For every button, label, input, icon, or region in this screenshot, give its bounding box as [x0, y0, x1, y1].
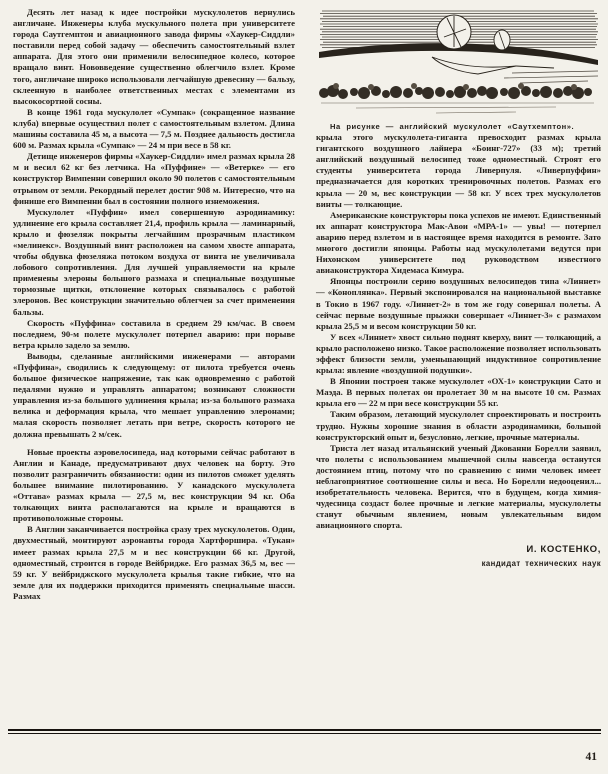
- paragraph: Десять лет назад к идее постройки мускулолетов вернулись англичане. Инженеры клуба мускульного полета при университете города Саутгемптон и авиационного завода фирмы «Хаукер-Сиддли» поставили перед собой задачу — обеспечить самостоятельный взлет аппарата. Для этого они применили велосипедное колесо, которое вращало винт. Нововведение существенно облегчило взлет. Кроме того, англичане широко использовали легчайшую древесину — бальзу, склеенную в наиболее ответственных местах с элементами из высокосортной сосны.: [13, 7, 295, 106]
- paragraph: Таким образом, летающий мускулолет спроектировать и построить трудно. Нужны хорошие знания в области аэродинамики, большой конструкторский опыт и, безусловно, легкие, прочные материалы.: [316, 409, 601, 442]
- left-text-column: [13, 7, 295, 602]
- paragraph: В Японии построен также мускулолет «ОХ-1» конструкции Сато и Маэда. В первых полетах он пролетает 30 м на высоте 10 см. Размах крыла его — 22 м при весе конструкции 55 кг.: [316, 376, 601, 409]
- paragraph: Детище инженеров фирмы «Хаукер-Сиддли» имел размах крыла 28 м и весил 62 кг без летчика. На «Пуффине» — «Ветерке» — его конструктор Вимпенни совершил около 90 полетов с самостоятельным отрывом от земли. Рекордный перелет достиг 908 м. Интересно, что на финише его Вимпенни был в состоянии полного изнеможения.: [13, 151, 295, 206]
- figure-caption: На рисунке — английский мускулолет «Саутхемптон».: [330, 122, 575, 131]
- author-title: кандидат технических наук: [481, 558, 601, 568]
- author-signature: И. КОСТЕНКО,: [526, 544, 601, 556]
- paragraph: Скорость «Пуффина» составила в среднем 29 км/час. В своем последнем, 90-м полете мускулолет потерпел аварию: при порыве ветра крыло задело за землю.: [13, 317, 295, 350]
- paragraph: крыла этого мускулолета-гиганта превосходит размах крыла гигантского воздушного лайнера «Боинг-727» (33 м); третий английский воздушный велосипед тоже одноместный. Строят его студенты университета города Ливерпуля. «Ливерпуффин» предназначается для коротких тренировочных полетов. Размах его крыла — 20 м, вес конструкции — 58 кг. У всех трех мускулолетов винты — толкающие.: [316, 132, 601, 209]
- paragraph: В Англии заканчивается постройка сразу трех мускулолетов. Один, двухместный, монтируют аэронавты города Хартфоршира. «Тукан» имеет размах крыла 27,5 м и вес конструкции 66 кг. Другой, одноместный, строится в городе Вейбридже. Его размах 36,5 м, вес — 59 кг. У вейбриджского мускулолета крылья такие гибкие, что на земле для их поддержки приходится применять специальные шасси. Размах: [13, 524, 295, 601]
- paragraph: Японцы построили серию воздушных велосипедов типа «Линнет» — «Коноплянка». Первый экспонировался на национальной выставке в Токио в 1967 году. «Линнет-2» в том же году совершал полеты. А сейчас первые воздушные прыжки совершает «Линнет-3» с размахом крыла 25,5 м и весом конструкции 50 кг.: [316, 276, 601, 331]
- paragraph: Мускулолет «Пуффин» имел совершенную аэродинамику: удлинение его крыла составляет 21,4, профиль крыла — ламинарный, крыло и фюзеляж покрыты легчайшим прозрачным пластиком «мелинекс». Воздушный винт расположен на самом хвосте аппарата, чтобы обдувка фюзеляжа потоком воздуха от винта не увеличивала лобового сопротивления. Для лучшей управляемости на крыле применены элероны большого размаха и специальные воздушные тормозные щитки, отклонение которых связывалось с работой элеронов. Вес конструкции значительно облегчен за счет применения бальзы.: [13, 206, 295, 317]
- paragraph: Американские конструкторы пока успехов не имеют. Единственный их аппарат конструктора Мак-Авои «МРА-1» — увы! — потерпел аварию перед взлетом и в настоящее время находится в ремонте. Зато многого достигли японцы. Работы над мускулолетами ведутся при Нихонском университете под руководством известного авиаконструктора Хидемаса Кимура.: [316, 209, 601, 276]
- page-number: 41: [585, 751, 597, 763]
- muscle-plane-illustration-icon: [316, 7, 601, 121]
- paragraph: У всех «Линнет» хвост сильно поднят кверху, винт — толкающий, а крыло расположено низко. Такое расположение позволяет использовать эффект близости земли, уменьшающий индуктивное сопротивление крыла: явление «воздушной подушки».: [316, 331, 601, 376]
- paragraph: Триста лет назад итальянский ученый Джованни Борелли заявил, что полеты с использованием мышечной силы навсегда останутся достоянием птиц, потому что по сравнению с ними человек имеет неблагоприятное соотношение силы и веса. Но Борелли недооценил... изобретательность человека. Верится, что в будущем, когда химия-чудесница создаст более прочные и легкие материалы, мускулолеты станут обычным явлением, новым увлекательным видом авиационного спорта.: [316, 442, 601, 531]
- right-text-column: [316, 7, 601, 569]
- signature-block: [316, 544, 601, 568]
- footer-rule: [8, 729, 601, 734]
- figure: [316, 7, 601, 121]
- paragraph: Выводы, сделанные английскими инженерами — авторами «Пуффина», сводились к следующему: от пилота требуется очень большое физическое напряжение, так как одновременно с работой педалями нужно и управлять аппаратом; возникают сложности управления из-за большого удлинения крыла; из-за большого размаха велика и деформация крыла, что мешает управлению элеронами; малая скорость позволяет летать при ветре, скорость которого не должна превышать 2 м/сек.: [13, 350, 295, 439]
- paragraph: В конце 1961 года мускулолет «Сумпак» (сокращенное название клуба) впервые осуществил полет с самостоятельным взлетом. Длина машины составила 45 м, а высота — 7,5 м. Позднее дальность достигла 600 м. Размах крыла «Сумпак» — 24 м при весе в 58 кг.: [13, 106, 295, 151]
- paragraph: Новые проекты аэровелосипеда, над которыми сейчас работают в Англии и Канаде, предусматривают двух человек на борту. Это позволит разграничить обязанности: один из пилотов сможет уделять большее внимание пилотированию. У канадского мускулолета «Оттава» размах крыла — 27,5 м, вес конструкции 94 кг. Оба толкающих винта располагаются на крыле и вращаются в противоположные стороны.: [13, 446, 295, 524]
